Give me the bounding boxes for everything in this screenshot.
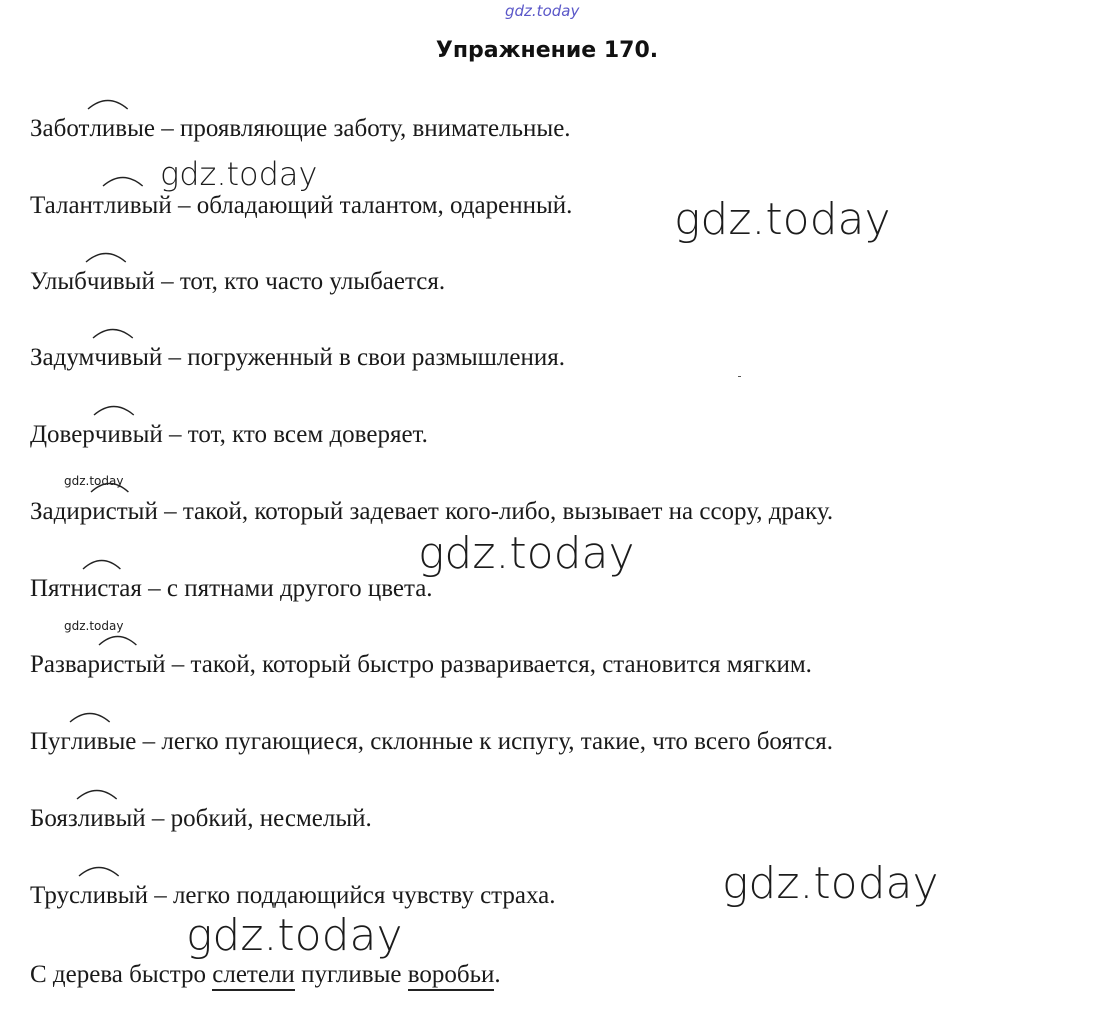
suffix-arc-mark — [69, 707, 111, 723]
suffix-arc-mark — [82, 554, 121, 570]
sentence-text: С дерева быстро — [30, 961, 213, 988]
word: Талант ливый — [30, 191, 172, 221]
watermark: gdz.today — [186, 910, 403, 961]
sentence-predicate: слетели — [212, 961, 295, 991]
definition: – легко пугающиеся, склонные к испугу, такие, что всего боятся. — [136, 728, 834, 755]
definition: – погруженный в свои размышления. — [162, 344, 565, 371]
word-line-7 — [30, 574, 433, 604]
word-line-6 — [30, 497, 833, 527]
word-line-5 — [30, 420, 428, 450]
word: Пуг ливые — [30, 727, 136, 757]
suffix: лив — [89, 114, 127, 144]
word: Задир истый — [30, 497, 158, 527]
word: Пятн истая — [30, 574, 142, 604]
word-line-1 — [30, 114, 571, 144]
suffix: лив — [80, 881, 118, 911]
suffix-arc-mark — [92, 323, 134, 339]
word: Забот ливые — [30, 114, 155, 144]
word: Бояз ливый — [30, 804, 146, 834]
word-line-9 — [30, 727, 833, 757]
suffix-arc-mark — [76, 784, 118, 800]
suffix: ист — [92, 497, 127, 527]
definition: – обладающий талантом, одаренный. — [171, 192, 573, 219]
definition: – проявляющие заботу, внимательные. — [155, 115, 571, 142]
sentence-subject: воробьи — [408, 961, 495, 991]
watermark-top: gdz.today — [505, 2, 580, 20]
sentence-text: пугливые — [294, 961, 408, 988]
definition: – тот, кто часто улыбается. — [154, 268, 446, 295]
word-line-10 — [30, 804, 372, 834]
suffix: чив — [87, 267, 125, 297]
suffix-arc-mark — [93, 400, 135, 416]
scan-speck — [738, 376, 741, 377]
suffix-arc-mark — [78, 861, 120, 877]
watermark: gdz.today — [160, 155, 318, 193]
watermark: gdz.today — [722, 858, 939, 909]
definition: – робкий, несмелый. — [145, 805, 372, 832]
word: Довер чивый — [30, 420, 163, 450]
suffix: чив — [95, 420, 133, 450]
word: Трус ливый — [30, 881, 148, 911]
word: Развар истый — [30, 650, 166, 680]
word: Задум чивый — [30, 343, 162, 373]
page-title: Упражнение 170. — [435, 38, 659, 63]
word-line-8 — [30, 650, 812, 680]
word: Улыб чивый — [30, 267, 155, 297]
word-line-4 — [30, 343, 565, 373]
suffix: ист — [100, 650, 135, 680]
definition: – такой, который задевает кого-либо, вызывает на ссору, драку. — [157, 498, 834, 525]
example-sentence — [30, 960, 501, 990]
word-line-2 — [30, 191, 572, 221]
watermark: gdz.today — [64, 474, 124, 488]
watermark: gdz.today — [418, 528, 635, 579]
definition: – с пятнами другого цвета. — [141, 575, 433, 602]
suffix: лив — [71, 727, 109, 757]
watermark: gdz.today — [64, 619, 124, 633]
suffix: чив — [94, 343, 132, 373]
definition: – такой, который быстро разваривается, становится мягким. — [165, 651, 812, 678]
word-line-11 — [30, 881, 556, 911]
word-line-3 — [30, 267, 445, 297]
suffix: лив — [104, 191, 142, 221]
suffix-arc-mark — [85, 247, 127, 263]
suffix-arc-mark — [87, 94, 129, 110]
suffix-arc-mark — [102, 171, 144, 187]
definition: – легко поддающийся чувству страха. — [147, 882, 556, 909]
suffix: лив — [78, 804, 116, 834]
watermark: gdz.today — [674, 194, 891, 245]
sentence-text: . — [494, 961, 501, 988]
suffix: ист — [84, 574, 119, 604]
definition: – тот, кто всем доверяет. — [162, 421, 428, 448]
